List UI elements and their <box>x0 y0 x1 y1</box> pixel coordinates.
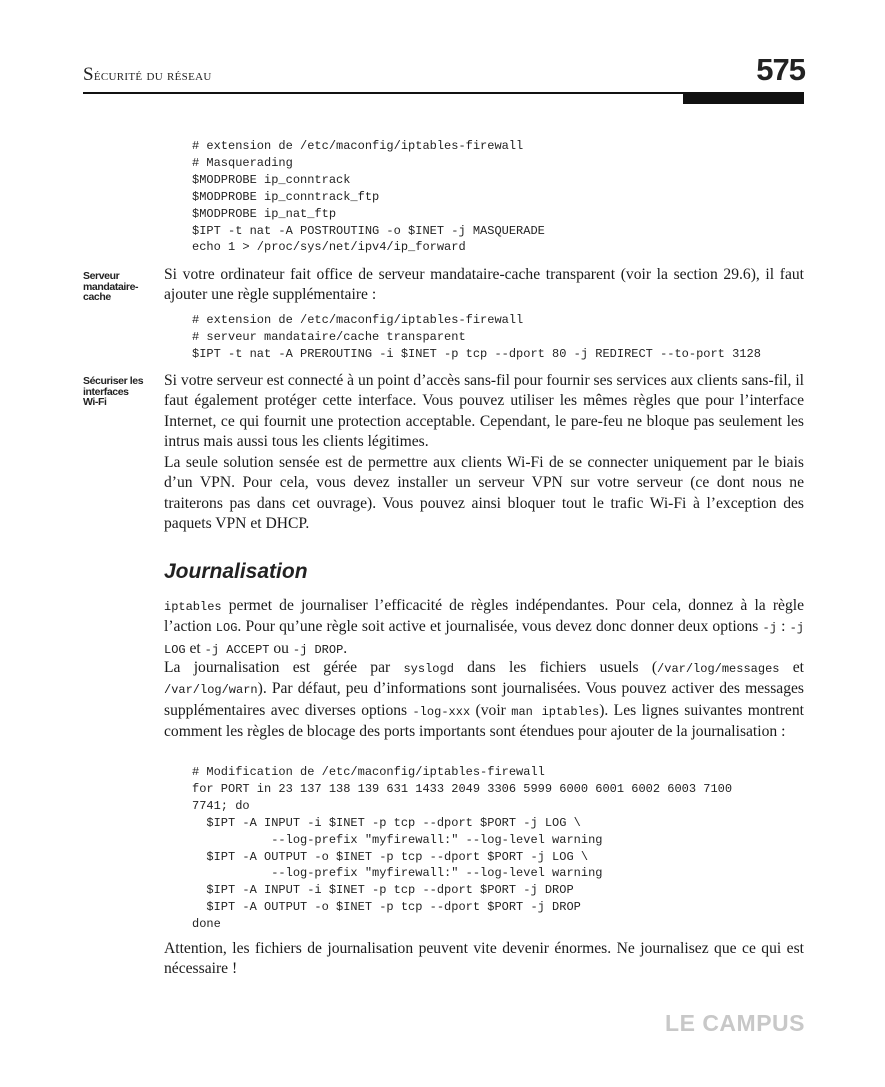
code-line: echo 1 > /proc/sys/net/ipv4/ip_forward <box>192 240 466 255</box>
code-line: $MODPROBE ip_nat_ftp <box>192 206 337 221</box>
code-line: $IPT -A OUTPUT -o $INET -p tcp --dport $PORT -j LOG \ <box>192 849 589 864</box>
code-line: $IPT -A INPUT -i $INET -p tcp --dport $PORT -j DROP <box>192 883 574 898</box>
section-heading: Journalisation <box>164 560 308 583</box>
margin-note-wifi: Sécuriser les interfaces Wi-Fi <box>83 375 144 408</box>
code-line: # extension de /etc/maconfig/iptables-firewall <box>192 139 524 153</box>
paragraph-proxy: Si votre ordinateur fait office de serveur mandataire-cache transparent (voir la section 29.6), il faut ajouter une règle supplémentaire : <box>164 266 804 304</box>
paragraph-warning: Attention, les fichiers de journalisation peuvent vite devenir énormes. Ne journalisez que ce qui est nécessaire ! <box>164 940 804 978</box>
paragraph-syslogd: La journalisation est gérée par syslogd dans les fichiers usuels (/var/log/messages et /var/log/warn). Par défaut, peu d’informations sont journalisées. Vous pouvez activer des messages supplémentaires avec diverses options -log-xxx (voir man iptables). Les lignes suivantes montrent comment les règles de blocage des ports importants sont étendues pour ajouter de la journalisation : <box>164 659 804 741</box>
header-rule-block <box>683 94 804 104</box>
paragraph-wifi: Si votre serveur est connecté à un point d’accès sans-fil pour fournir ses services aux clients sans-fil, il faut également protéger cette interface. Vous pouvez utiliser les mêmes règles que pour l’interface Internet, ce qui fournit une protection acceptable. Cependant, le pare-feu ne bloque pas seulement les intrus mais aussi tous les clients légitimes. <box>164 372 805 451</box>
code-line: $IPT -A OUTPUT -o $INET -p tcp --dport $PORT -j DROP <box>192 900 581 915</box>
paragraph-logging-intro: iptables permet de journaliser l’efficacité de règles indépendantes. Pour cela, donnez à la règle l’action LOG. Pour qu’une règle soit active et journalisée, vous devez donc donner deux options -j : -j LOG et -j ACCEPT ou -j DROP. <box>164 597 804 657</box>
code-line: # Modification de /etc/maconfig/iptables-firewall <box>192 765 545 779</box>
code-line: # extension de /etc/maconfig/iptables-firewall <box>192 313 524 327</box>
code-line: --log-prefix "myfirewall:" --log-level warning <box>192 866 603 881</box>
code-line: --log-prefix "myfirewall:" --log-level warning <box>192 832 603 847</box>
code-line: $IPT -t nat -A POSTROUTING -o $INET -j MASQUERADE <box>192 223 545 238</box>
code-block-proxy <box>192 312 761 363</box>
paragraph-vpn: La seule solution sensée est de permettre aux clients Wi-Fi de se connecter uniquement par le biais d’un VPN. Pour cela, vous devez installer un serveur VPN sur votre serveur (ce dont nous ne traiterons pas dans cet ouvrage). Vous pouvez ainsi bloquer tout le trafic Wi-Fi à l’exception des paquets VPN et DHCP. <box>164 454 804 533</box>
running-header <box>83 64 212 86</box>
code-block-logging <box>192 764 732 933</box>
code-line: # Masquerading <box>192 155 293 170</box>
code-line: for PORT in 23 137 138 139 631 1433 2049 3306 5999 6000 6001 6002 6003 7100 <box>192 781 733 796</box>
running-header-rest: écurité du réseau <box>93 68 212 84</box>
code-block-masquerading <box>192 138 545 256</box>
margin-note-proxy: Serveur mandataire- cache <box>83 270 139 303</box>
code-line: $IPT -A INPUT -i $INET -p tcp --dport $PORT -j LOG \ <box>192 815 581 830</box>
code-line: $MODPROBE ip_conntrack <box>192 172 351 187</box>
code-line: done <box>192 917 221 932</box>
code-line: # serveur mandataire/cache transparent <box>192 329 466 344</box>
code-line: $MODPROBE ip_conntrack_ftp <box>192 189 380 204</box>
code-line: 7741; do <box>192 798 250 813</box>
publisher-logo: LE CAMPUS <box>665 1010 805 1036</box>
code-line: $IPT -t nat -A PREROUTING -i $INET -p tcp --dport 80 -j REDIRECT --to-port 3128 <box>192 346 761 361</box>
running-header-initial: S <box>83 64 94 85</box>
page-number: 575 <box>756 52 805 87</box>
